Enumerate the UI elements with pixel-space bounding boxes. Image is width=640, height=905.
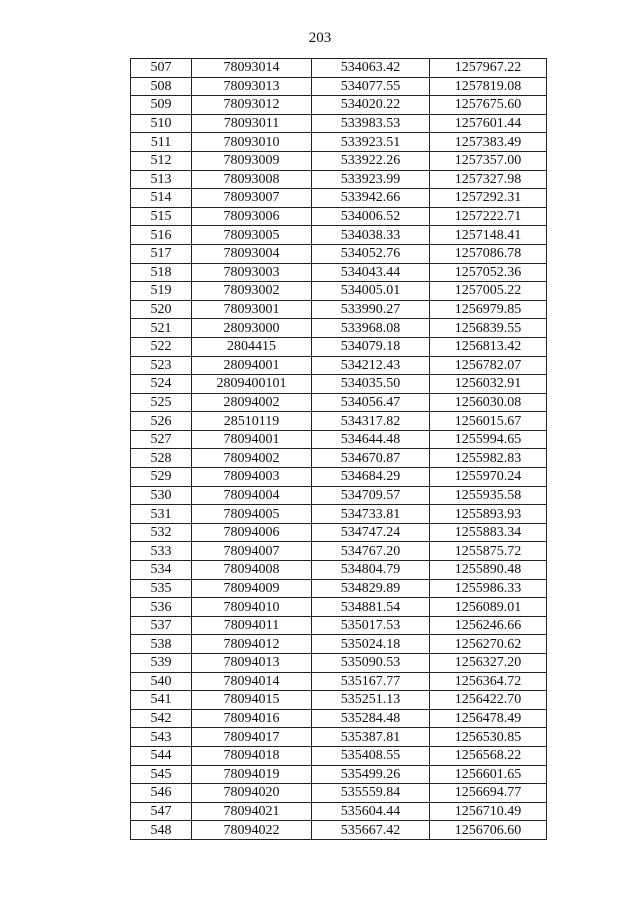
point-id-cell: 78093003 <box>192 263 312 282</box>
x-coordinate-cell: 535604.44 <box>312 802 430 821</box>
row-number-cell: 546 <box>131 784 192 803</box>
y-coordinate-cell: 1255986.33 <box>430 579 547 598</box>
x-coordinate-cell: 534881.54 <box>312 598 430 617</box>
point-id-cell: 78094001 <box>192 430 312 449</box>
y-coordinate-cell: 1256694.77 <box>430 784 547 803</box>
y-coordinate-cell: 1257383.49 <box>430 133 547 152</box>
row-number-cell: 517 <box>131 244 192 263</box>
point-id-cell: 78093012 <box>192 96 312 115</box>
point-id-cell: 78094002 <box>192 449 312 468</box>
table-row <box>131 486 547 505</box>
x-coordinate-cell: 534212.43 <box>312 356 430 375</box>
x-coordinate-cell: 535167.77 <box>312 672 430 691</box>
point-id-cell: 78094005 <box>192 505 312 524</box>
coordinates-table <box>130 58 547 840</box>
point-id-cell: 78093010 <box>192 133 312 152</box>
point-id-cell: 78094020 <box>192 784 312 803</box>
point-id-cell: 78094006 <box>192 523 312 542</box>
table-row <box>131 542 547 561</box>
y-coordinate-cell: 1256839.55 <box>430 319 547 338</box>
row-number-cell: 536 <box>131 598 192 617</box>
row-number-cell: 523 <box>131 356 192 375</box>
point-id-cell: 28094002 <box>192 393 312 412</box>
table-row <box>131 523 547 542</box>
x-coordinate-cell: 534317.82 <box>312 412 430 431</box>
x-coordinate-cell: 535251.13 <box>312 691 430 710</box>
x-coordinate-cell: 533983.53 <box>312 114 430 133</box>
table-row <box>131 635 547 654</box>
row-number-cell: 524 <box>131 375 192 394</box>
x-coordinate-cell: 533923.51 <box>312 133 430 152</box>
row-number-cell: 516 <box>131 226 192 245</box>
y-coordinate-cell: 1256782.07 <box>430 356 547 375</box>
x-coordinate-cell: 534052.76 <box>312 244 430 263</box>
y-coordinate-cell: 1257005.22 <box>430 282 547 301</box>
x-coordinate-cell: 534077.55 <box>312 77 430 96</box>
point-id-cell: 78093002 <box>192 282 312 301</box>
x-coordinate-cell: 535090.53 <box>312 654 430 673</box>
row-number-cell: 522 <box>131 337 192 356</box>
x-coordinate-cell: 534038.33 <box>312 226 430 245</box>
point-id-cell: 78094011 <box>192 616 312 635</box>
row-number-cell: 542 <box>131 709 192 728</box>
x-coordinate-cell: 533942.66 <box>312 189 430 208</box>
row-number-cell: 544 <box>131 746 192 765</box>
y-coordinate-cell: 1257086.78 <box>430 244 547 263</box>
y-coordinate-cell: 1256710.49 <box>430 802 547 821</box>
y-coordinate-cell: 1256813.42 <box>430 337 547 356</box>
point-id-cell: 78093001 <box>192 300 312 319</box>
y-coordinate-cell: 1255883.34 <box>430 523 547 542</box>
x-coordinate-cell: 534043.44 <box>312 263 430 282</box>
table-row <box>131 691 547 710</box>
y-coordinate-cell: 1256601.65 <box>430 765 547 784</box>
x-coordinate-cell: 534733.81 <box>312 505 430 524</box>
table-row <box>131 412 547 431</box>
x-coordinate-cell: 535024.18 <box>312 635 430 654</box>
table-row <box>131 282 547 301</box>
table-row <box>131 616 547 635</box>
x-coordinate-cell: 535499.26 <box>312 765 430 784</box>
point-id-cell: 78093006 <box>192 207 312 226</box>
y-coordinate-cell: 1256015.67 <box>430 412 547 431</box>
x-coordinate-cell: 534006.52 <box>312 207 430 226</box>
row-number-cell: 512 <box>131 151 192 170</box>
row-number-cell: 519 <box>131 282 192 301</box>
table-row <box>131 672 547 691</box>
table-row <box>131 393 547 412</box>
x-coordinate-cell: 533968.08 <box>312 319 430 338</box>
row-number-cell: 529 <box>131 468 192 487</box>
table-row <box>131 598 547 617</box>
point-id-cell: 78094017 <box>192 728 312 747</box>
y-coordinate-cell: 1256270.62 <box>430 635 547 654</box>
x-coordinate-cell: 533990.27 <box>312 300 430 319</box>
y-coordinate-cell: 1257327.98 <box>430 170 547 189</box>
point-id-cell: 78094018 <box>192 746 312 765</box>
table-row <box>131 728 547 747</box>
x-coordinate-cell: 534020.22 <box>312 96 430 115</box>
point-id-cell: 78094021 <box>192 802 312 821</box>
y-coordinate-cell: 1257357.00 <box>430 151 547 170</box>
x-coordinate-cell: 534056.47 <box>312 393 430 412</box>
x-coordinate-cell: 534644.48 <box>312 430 430 449</box>
row-number-cell: 539 <box>131 654 192 673</box>
table-row <box>131 244 547 263</box>
y-coordinate-cell: 1255875.72 <box>430 542 547 561</box>
table-row <box>131 151 547 170</box>
row-number-cell: 527 <box>131 430 192 449</box>
x-coordinate-cell: 534767.20 <box>312 542 430 561</box>
table-row <box>131 746 547 765</box>
table-row <box>131 189 547 208</box>
point-id-cell: 78093013 <box>192 77 312 96</box>
row-number-cell: 543 <box>131 728 192 747</box>
y-coordinate-cell: 1256030.08 <box>430 393 547 412</box>
point-id-cell: 78093007 <box>192 189 312 208</box>
x-coordinate-cell: 535387.81 <box>312 728 430 747</box>
y-coordinate-cell: 1256706.60 <box>430 821 547 840</box>
table-row <box>131 654 547 673</box>
page-number: 203 <box>308 30 332 46</box>
y-coordinate-cell: 1255935.58 <box>430 486 547 505</box>
y-coordinate-cell: 1257052.36 <box>430 263 547 282</box>
row-number-cell: 534 <box>131 561 192 580</box>
y-coordinate-cell: 1256979.85 <box>430 300 547 319</box>
x-coordinate-cell: 534684.29 <box>312 468 430 487</box>
row-number-cell: 532 <box>131 523 192 542</box>
table-row <box>131 337 547 356</box>
y-coordinate-cell: 1255890.48 <box>430 561 547 580</box>
point-id-cell: 78093008 <box>192 170 312 189</box>
point-id-cell: 2809400101 <box>192 375 312 394</box>
table-row <box>131 77 547 96</box>
row-number-cell: 515 <box>131 207 192 226</box>
table-row <box>131 561 547 580</box>
table-row <box>131 300 547 319</box>
x-coordinate-cell: 535017.53 <box>312 616 430 635</box>
point-id-cell: 28094001 <box>192 356 312 375</box>
point-id-cell: 2804415 <box>192 337 312 356</box>
point-id-cell: 78094003 <box>192 468 312 487</box>
x-coordinate-cell: 535408.55 <box>312 746 430 765</box>
x-coordinate-cell: 534709.57 <box>312 486 430 505</box>
point-id-cell: 78094022 <box>192 821 312 840</box>
point-id-cell: 78094014 <box>192 672 312 691</box>
table-row <box>131 319 547 338</box>
table-row <box>131 468 547 487</box>
row-number-cell: 521 <box>131 319 192 338</box>
row-number-cell: 508 <box>131 77 192 96</box>
point-id-cell: 78094004 <box>192 486 312 505</box>
y-coordinate-cell: 1256478.49 <box>430 709 547 728</box>
point-id-cell: 28510119 <box>192 412 312 431</box>
y-coordinate-cell: 1255982.83 <box>430 449 547 468</box>
x-coordinate-cell: 534005.01 <box>312 282 430 301</box>
row-number-cell: 538 <box>131 635 192 654</box>
table-row <box>131 579 547 598</box>
point-id-cell: 78094016 <box>192 709 312 728</box>
y-coordinate-cell: 1256530.85 <box>430 728 547 747</box>
y-coordinate-cell: 1257675.60 <box>430 96 547 115</box>
row-number-cell: 545 <box>131 765 192 784</box>
row-number-cell: 520 <box>131 300 192 319</box>
table-row <box>131 59 547 78</box>
y-coordinate-cell: 1257292.31 <box>430 189 547 208</box>
y-coordinate-cell: 1256089.01 <box>430 598 547 617</box>
table-row <box>131 709 547 728</box>
row-number-cell: 525 <box>131 393 192 412</box>
y-coordinate-cell: 1256568.22 <box>430 746 547 765</box>
table-row <box>131 505 547 524</box>
table-row <box>131 133 547 152</box>
point-id-cell: 78093014 <box>192 59 312 78</box>
row-number-cell: 510 <box>131 114 192 133</box>
x-coordinate-cell: 534035.50 <box>312 375 430 394</box>
point-id-cell: 78094019 <box>192 765 312 784</box>
row-number-cell: 547 <box>131 802 192 821</box>
table-row <box>131 96 547 115</box>
x-coordinate-cell: 535559.84 <box>312 784 430 803</box>
point-id-cell: 28093000 <box>192 319 312 338</box>
table-row <box>131 765 547 784</box>
row-number-cell: 531 <box>131 505 192 524</box>
point-id-cell: 78094008 <box>192 561 312 580</box>
row-number-cell: 541 <box>131 691 192 710</box>
table-row <box>131 226 547 245</box>
y-coordinate-cell: 1256422.70 <box>430 691 547 710</box>
x-coordinate-cell: 535284.48 <box>312 709 430 728</box>
table-row <box>131 375 547 394</box>
x-coordinate-cell: 533922.26 <box>312 151 430 170</box>
table-row <box>131 802 547 821</box>
table-row <box>131 207 547 226</box>
table-row <box>131 449 547 468</box>
point-id-cell: 78093005 <box>192 226 312 245</box>
row-number-cell: 528 <box>131 449 192 468</box>
y-coordinate-cell: 1256032.91 <box>430 375 547 394</box>
row-number-cell: 535 <box>131 579 192 598</box>
point-id-cell: 78094012 <box>192 635 312 654</box>
y-coordinate-cell: 1256327.20 <box>430 654 547 673</box>
x-coordinate-cell: 534747.24 <box>312 523 430 542</box>
row-number-cell: 533 <box>131 542 192 561</box>
y-coordinate-cell: 1256364.72 <box>430 672 547 691</box>
row-number-cell: 511 <box>131 133 192 152</box>
row-number-cell: 537 <box>131 616 192 635</box>
y-coordinate-cell: 1257222.71 <box>430 207 547 226</box>
table-row <box>131 263 547 282</box>
x-coordinate-cell: 534079.18 <box>312 337 430 356</box>
row-number-cell: 509 <box>131 96 192 115</box>
x-coordinate-cell: 535667.42 <box>312 821 430 840</box>
table-row <box>131 170 547 189</box>
y-coordinate-cell: 1255893.93 <box>430 505 547 524</box>
row-number-cell: 548 <box>131 821 192 840</box>
row-number-cell: 513 <box>131 170 192 189</box>
point-id-cell: 78093004 <box>192 244 312 263</box>
table-row <box>131 430 547 449</box>
table-row <box>131 356 547 375</box>
coordinates-table-body <box>131 59 547 840</box>
row-number-cell: 518 <box>131 263 192 282</box>
y-coordinate-cell: 1257967.22 <box>430 59 547 78</box>
y-coordinate-cell: 1256246.66 <box>430 616 547 635</box>
row-number-cell: 540 <box>131 672 192 691</box>
point-id-cell: 78094010 <box>192 598 312 617</box>
y-coordinate-cell: 1257148.41 <box>430 226 547 245</box>
point-id-cell: 78093011 <box>192 114 312 133</box>
point-id-cell: 78094007 <box>192 542 312 561</box>
table-row <box>131 784 547 803</box>
row-number-cell: 507 <box>131 59 192 78</box>
point-id-cell: 78094015 <box>192 691 312 710</box>
point-id-cell: 78094013 <box>192 654 312 673</box>
y-coordinate-cell: 1255994.65 <box>430 430 547 449</box>
point-id-cell: 78093009 <box>192 151 312 170</box>
y-coordinate-cell: 1257819.08 <box>430 77 547 96</box>
row-number-cell: 526 <box>131 412 192 431</box>
x-coordinate-cell: 534804.79 <box>312 561 430 580</box>
point-id-cell: 78094009 <box>192 579 312 598</box>
y-coordinate-cell: 1257601.44 <box>430 114 547 133</box>
x-coordinate-cell: 534063.42 <box>312 59 430 78</box>
y-coordinate-cell: 1255970.24 <box>430 468 547 487</box>
row-number-cell: 530 <box>131 486 192 505</box>
x-coordinate-cell: 534829.89 <box>312 579 430 598</box>
table-row <box>131 821 547 840</box>
x-coordinate-cell: 534670.87 <box>312 449 430 468</box>
x-coordinate-cell: 533923.99 <box>312 170 430 189</box>
table-row <box>131 114 547 133</box>
row-number-cell: 514 <box>131 189 192 208</box>
